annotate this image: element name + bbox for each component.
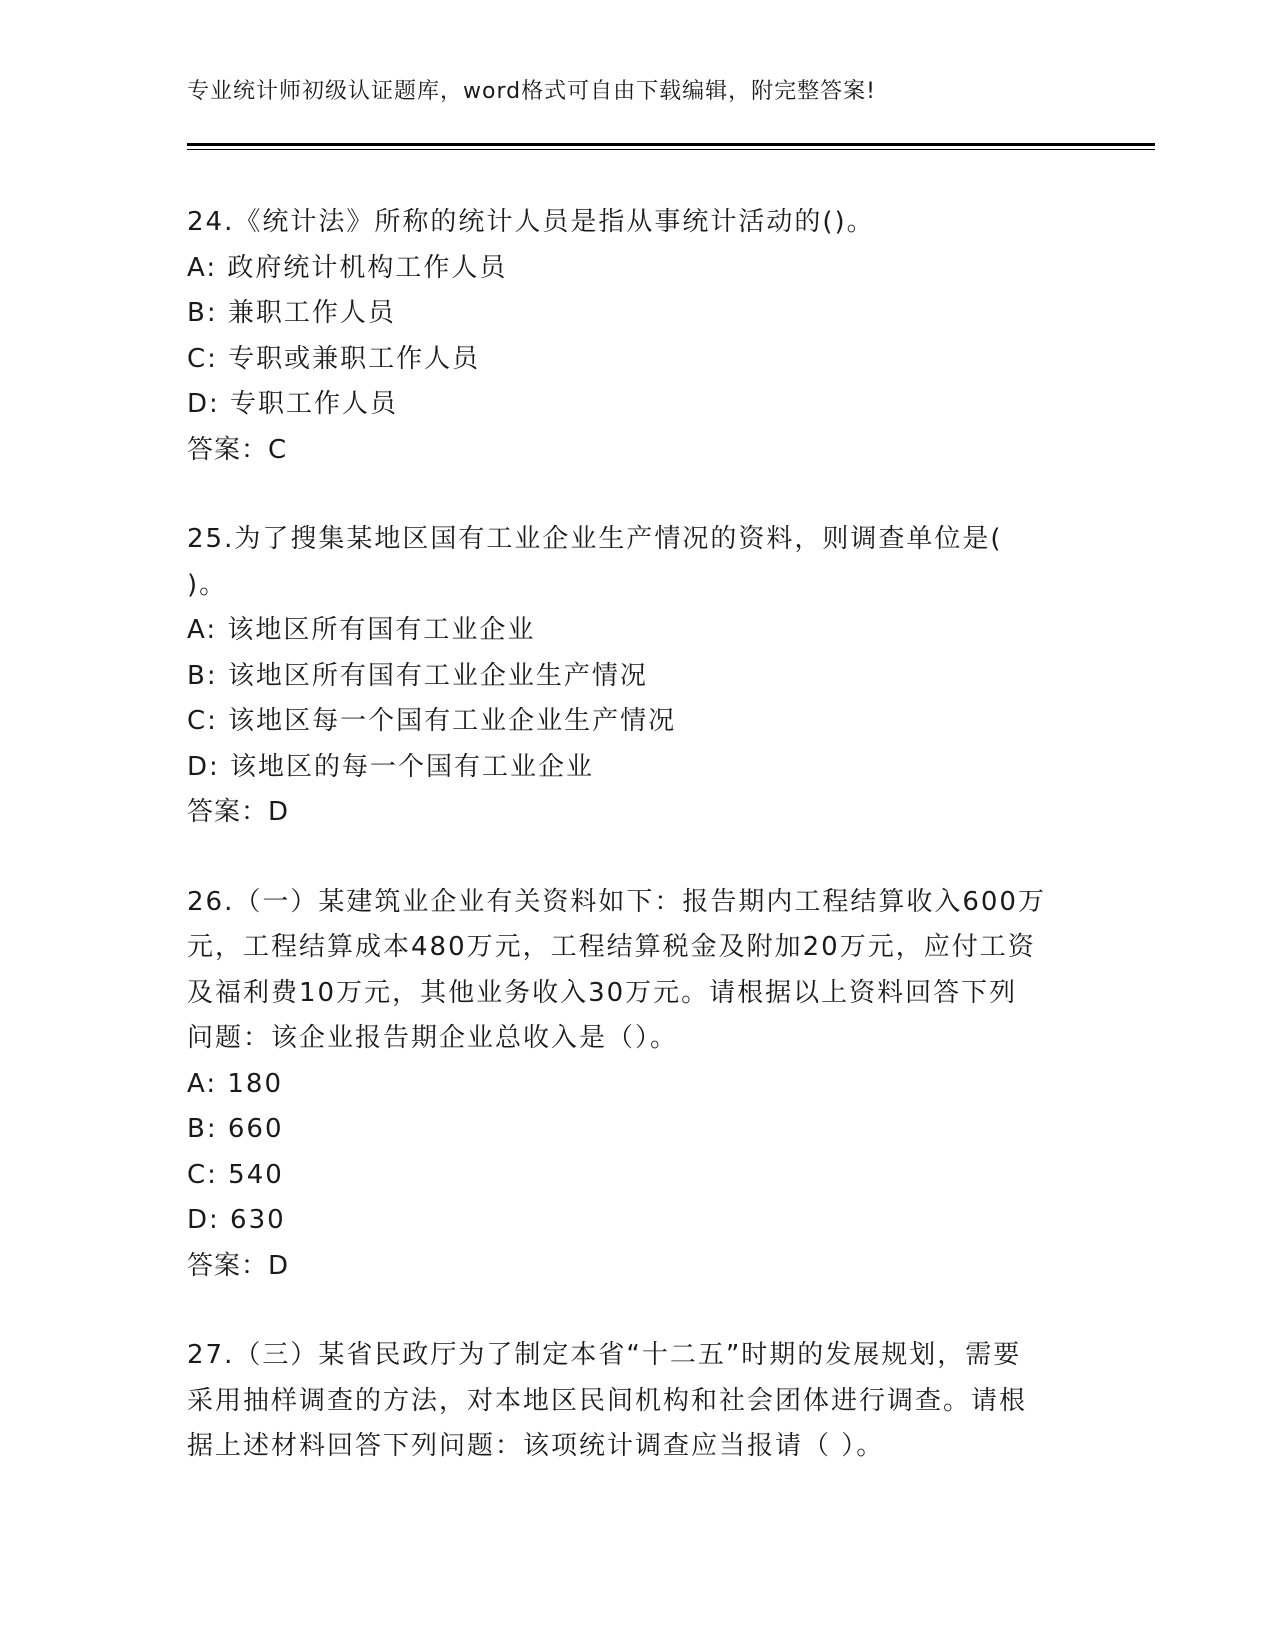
option-b: B: 兼职工作人员	[187, 298, 396, 328]
header-rule-thick	[187, 143, 1155, 146]
answer-label: 答案：D	[187, 1250, 290, 1281]
option-c: C: 540	[187, 1159, 284, 1190]
stem-line: 元，工程结算成本480万元，工程结算税金及附加20万元，应付工资	[187, 932, 1036, 962]
option-c: C: 专职或兼职工作人员	[187, 343, 481, 374]
question-list	[187, 200, 1087, 1514]
stem-line: 26.（一）某建筑业企业有关资料如下：报告期内工程结算收入600万	[187, 886, 1046, 917]
stem-line: 24.《统计法》所称的统计人员是指从事统计活动的()。	[187, 207, 875, 237]
option-a: A: 180	[187, 1068, 283, 1099]
question-25	[187, 517, 1087, 836]
stem-line: )。	[187, 569, 228, 600]
answer-label: 答案：D	[187, 797, 290, 827]
option-b: B: 该地区所有国有工业企业生产情况	[187, 660, 648, 691]
header-rule-thin	[187, 149, 1155, 150]
question-stem	[187, 880, 1087, 1062]
stem-line: 27.（三）某省民政厅为了制定本省“十二五”时期的发展规划，需要	[187, 1340, 1022, 1370]
option-d: D: 该地区的每一个国有工业企业	[187, 751, 595, 782]
question-26	[187, 880, 1087, 1290]
option-a: A: 政府统计机构工作人员	[187, 252, 508, 283]
stem-line: 问题：该企业报告期企业总收入是（）。	[187, 1023, 679, 1053]
option-b: B: 660	[187, 1114, 284, 1144]
question-stem	[187, 200, 1087, 246]
answer-label: 答案：C	[187, 434, 288, 465]
option-d: D: 专职工作人员	[187, 389, 399, 419]
stem-line: 及福利费10万元，其他业务收入30万元。请根据以上资料回答下列	[187, 977, 1018, 1008]
stem-line: 采用抽样调查的方法，对本地区民间机构和社会团体进行调查。请根	[187, 1385, 1028, 1416]
option-c: C: 该地区每一个国有工业企业生产情况	[187, 706, 677, 736]
option-a: A: 该地区所有国有工业企业	[187, 615, 536, 645]
stem-line: 25.为了搜集某地区国有工业企业生产情况的资料，则调查单位是(	[187, 524, 1003, 554]
option-d: D: 630	[187, 1205, 286, 1235]
page-header: 专业统计师初级认证题库，word格式可自由下载编辑，附完整答案!	[187, 79, 876, 104]
question-27	[187, 1333, 1087, 1470]
stem-line: 据上述材料回答下列问题：该项统计调查应当报请（ ）。	[187, 1431, 885, 1461]
question-24	[187, 200, 1087, 473]
question-stem	[187, 517, 1087, 608]
question-stem	[187, 1333, 1087, 1470]
